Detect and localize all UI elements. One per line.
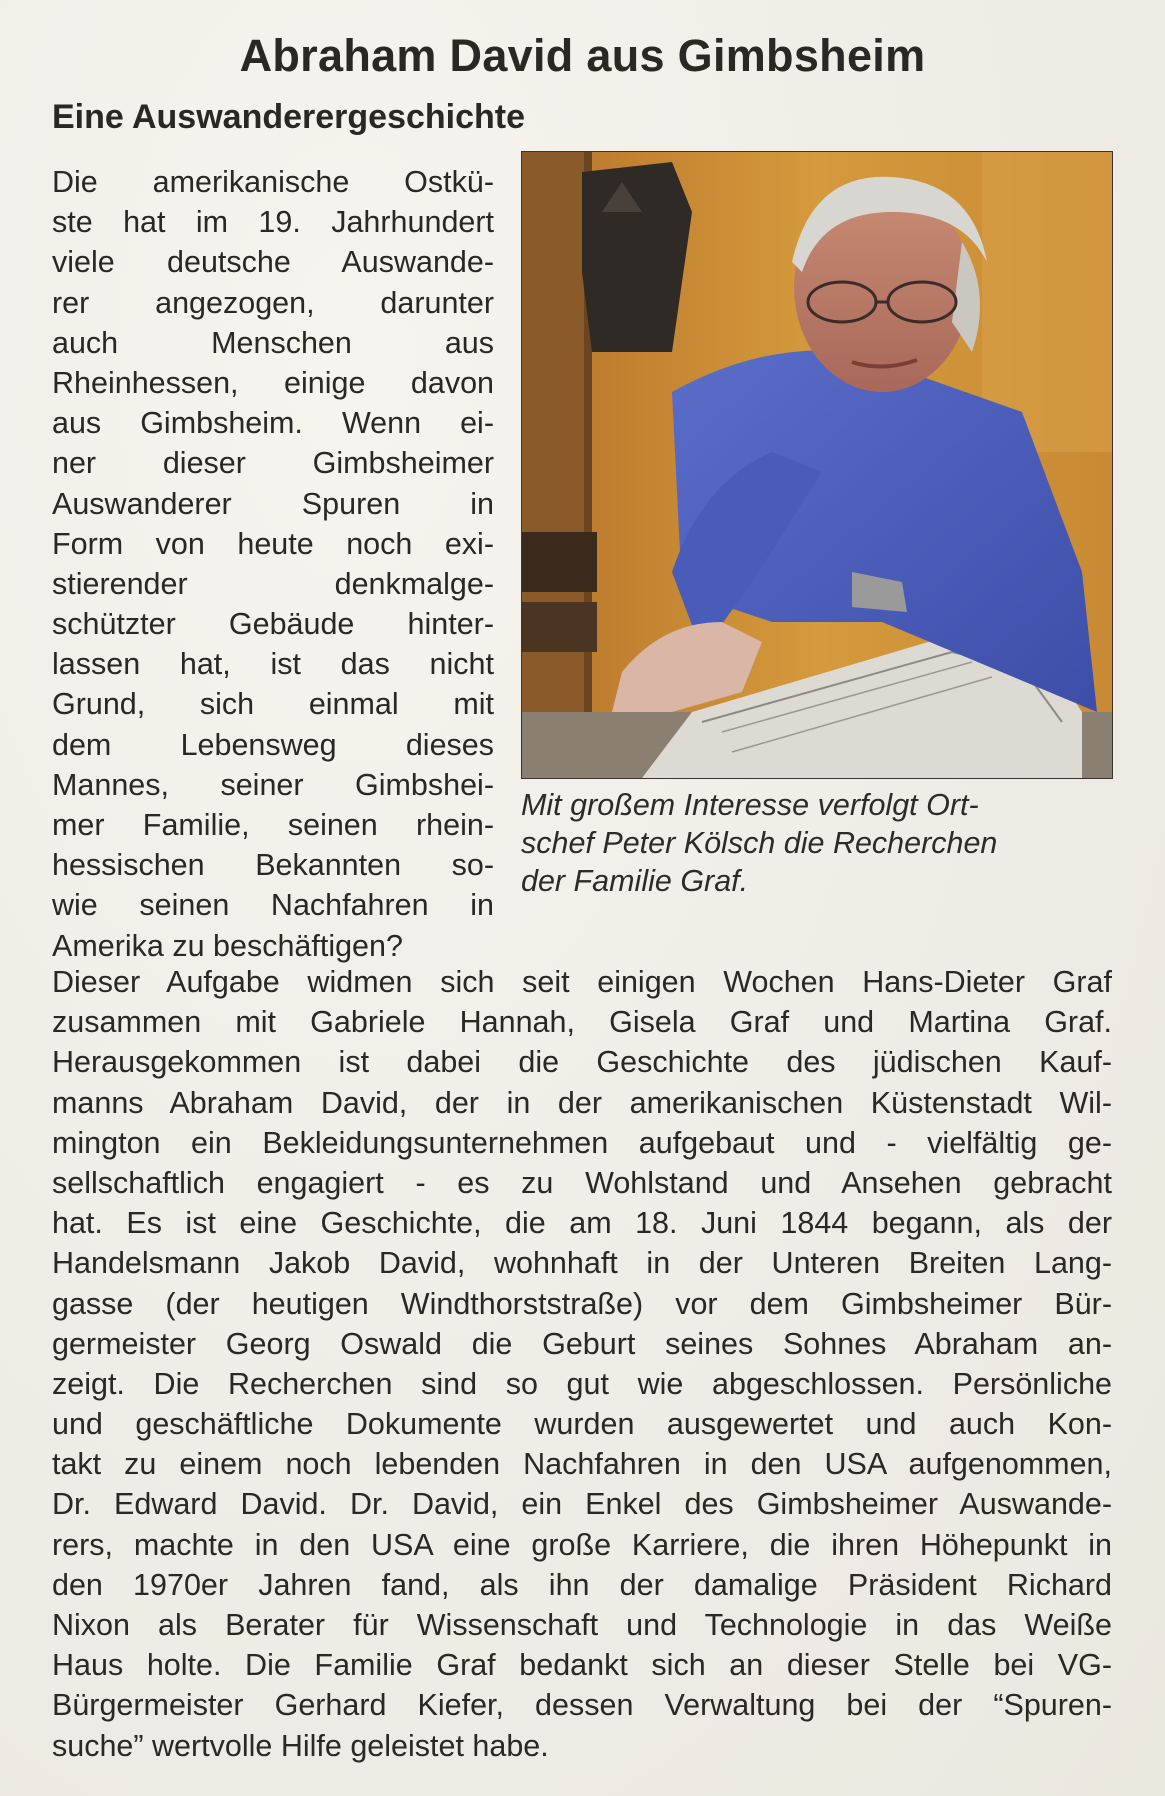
photo-caption: [521, 786, 1121, 900]
article-subtitle: Eine Auswanderergeschichte: [52, 98, 526, 136]
body-text-line: Dieser Aufgabe widmen sich seit einigen Wochen Hans-Dieter Graf: [52, 965, 1112, 999]
body-text-line: Dr. Edward David. Dr. David, ein Enkel des Gimbsheimer Auswande-: [52, 1487, 1112, 1522]
body-text-line: suche” wertvolle Hilfe geleistet habe.: [52, 1728, 549, 1763]
body-text-line: zeigt. Die Recherchen sind so gut wie abgeschlossen. Persönliche: [52, 1366, 1112, 1401]
body-text-line: sellschaftlich engagiert - es zu Wohlstand und Ansehen gebracht: [52, 1165, 1112, 1200]
body-text-line: manns Abraham David, der in der amerikanischen Küstenstadt Wil-: [52, 1085, 1112, 1120]
column-text-line: dem Lebensweg dieses: [52, 727, 494, 762]
column-text-line: schützter Gebäude hinter-: [52, 607, 494, 642]
caption-text-line: Mit großem Interesse verfolgt Ort-: [521, 788, 979, 822]
body-text-line: den 1970er Jahren fand, als ihn der damalige Präsident Richard: [52, 1567, 1112, 1602]
column-text-line: hessischen Bekannten so-: [52, 848, 494, 883]
column-text-line: ste hat im 19. Jahrhundert: [52, 205, 494, 240]
body-text-line: germeister Georg Oswald die Geburt seines Sohnes Abraham an-: [52, 1326, 1112, 1361]
column-text-line: Mannes, seiner Gimbshei-: [52, 767, 494, 802]
body-text-line: Haus holte. Die Familie Graf bedankt sich an dieser Stelle bei VG-: [52, 1648, 1112, 1683]
column-text-line: Rheinhessen, einige davon: [52, 365, 494, 400]
body-text-line: rers, machte in den USA eine große Karriere, die ihren Höhepunkt in: [52, 1527, 1112, 1562]
portrait-photo-icon: [522, 152, 1112, 778]
column-text-line: aus Gimbsheim. Wenn ei-: [52, 406, 494, 441]
body-text-line: mington ein Bekleidungsunternehmen aufgebaut und - vielfältig ge-: [52, 1125, 1112, 1160]
article-photo: [521, 151, 1113, 779]
column-text-line: stierender denkmalge-: [52, 566, 494, 601]
column-text-line: Grund, sich einmal mit: [52, 687, 494, 722]
intro-column: [52, 162, 494, 966]
column-text-line: auch Menschen aus: [52, 325, 494, 360]
column-text-line: Amerika zu beschäftigen?: [52, 928, 403, 963]
column-text-line: rer angezogen, darunter: [52, 285, 494, 320]
body-text-line: zusammen mit Gabriele Hannah, Gisela Graf und Martina Graf.: [52, 1005, 1112, 1040]
column-text-line: wie seinen Nachfahren in: [52, 888, 494, 923]
column-text-line: Form von heute noch exi-: [52, 526, 494, 561]
body-text-line: hat. Es ist eine Geschichte, die am 18. Juni 1844 begann, als der: [52, 1206, 1112, 1241]
body-text-line: und geschäftliche Dokumente wurden ausgewertet und auch Kon-: [52, 1407, 1112, 1442]
body-text-line: Nixon als Berater für Wissenschaft und Technologie in das Weiße: [52, 1608, 1112, 1642]
caption-text-line: der Familie Graf.: [521, 864, 749, 898]
column-text-line: Auswanderer Spuren in: [52, 486, 494, 521]
caption-text-line: schef Peter Kölsch die Recherchen: [521, 826, 998, 860]
column-text-line: ner dieser Gimbsheimer: [52, 446, 494, 481]
body-text-line: Handelsmann Jakob David, wohnhaft in der Unteren Breiten Lang-: [52, 1246, 1112, 1281]
body-text-line: Herausgekommen ist dabei die Geschichte des jüdischen Kauf-: [52, 1045, 1112, 1080]
column-text-line: lassen hat, ist das nicht: [52, 647, 494, 682]
body-text-line: gasse (der heutigen Windthorststraße) vor dem Gimbsheimer Bür-: [52, 1286, 1112, 1321]
article-body: [52, 962, 1112, 1766]
body-text-line: takt zu einem noch lebenden Nachfahren in den USA aufgenommen,: [52, 1447, 1112, 1482]
column-text-line: viele deutsche Auswande-: [52, 245, 494, 280]
column-text-line: mer Familie, seinen rhein-: [52, 808, 494, 842]
body-text-line: Bürgermeister Gerhard Kiefer, dessen Verwaltung bei der “Spuren-: [52, 1688, 1112, 1723]
column-text-line: Die amerikanische Ostkü-: [52, 165, 494, 199]
article-title: Abraham David aus Gimbsheim: [239, 30, 926, 81]
